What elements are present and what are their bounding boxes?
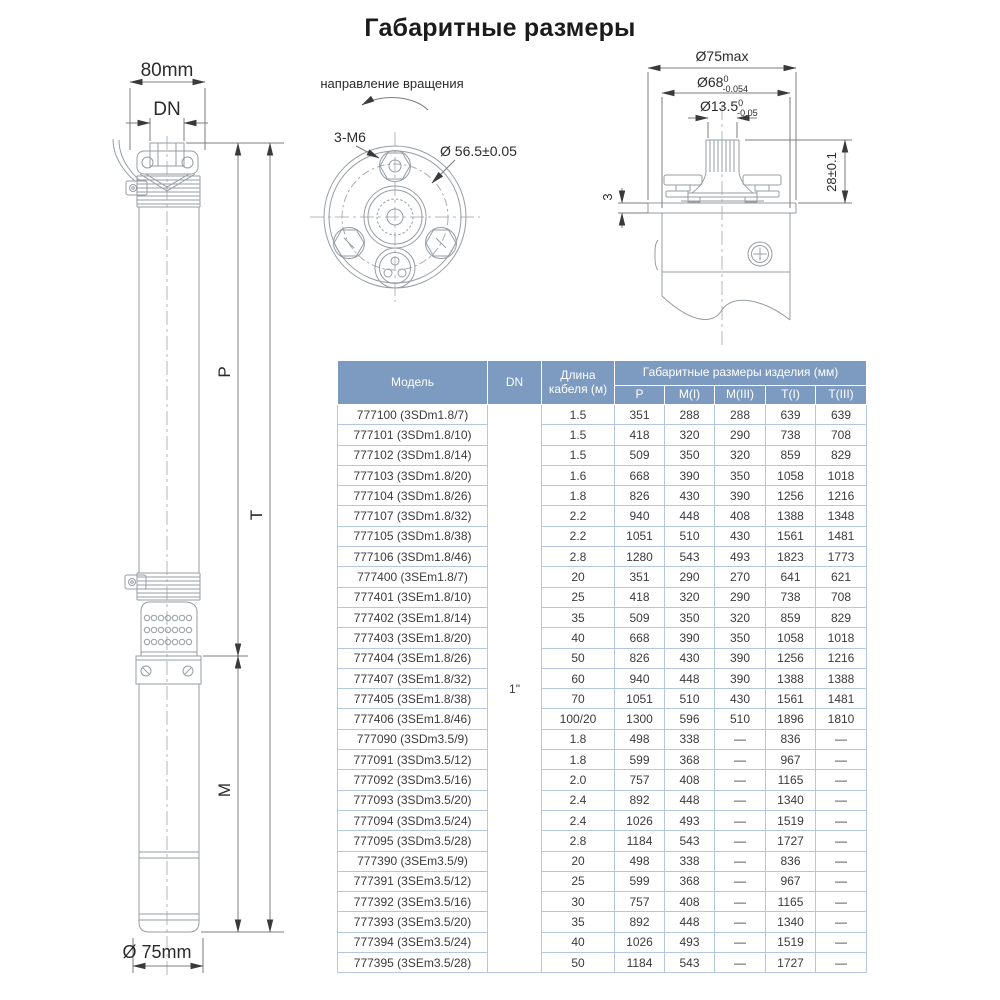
cell-tiii: 1216 <box>816 648 867 668</box>
cell-tiii: — <box>816 810 867 830</box>
cell-ti: 641 <box>766 567 816 587</box>
table-row <box>338 628 867 648</box>
dim-135-tolerance: Ø13.5$^0$ -0.05 <box>700 98 758 118</box>
cell-cable-length: 2.2 <box>542 506 615 526</box>
cell-cable-length: 2.0 <box>542 770 615 790</box>
cell-model: 777394 (3SEm3.5/24) <box>338 932 488 952</box>
bolt-left <box>334 228 365 259</box>
cell-miii: 390 <box>715 648 766 668</box>
cell-model: 777090 (3SDm3.5/9) <box>338 729 488 749</box>
cell-cable-length: 2.8 <box>542 831 615 851</box>
cell-model: 777390 (3SEm3.5/9) <box>338 851 488 871</box>
cell-cable-length: 20 <box>542 851 615 871</box>
cell-mi: 493 <box>665 810 715 830</box>
cell-tiii: — <box>816 790 867 810</box>
cell-tiii: — <box>816 871 867 891</box>
cell-mi: 320 <box>665 425 715 445</box>
rotation-arrow <box>362 98 428 110</box>
dim-bottom-diameter: Ø 75mm <box>122 942 192 962</box>
cell-miii: — <box>715 750 766 770</box>
cell-tiii: — <box>816 750 867 770</box>
col-header-miii: M(III) <box>715 386 766 405</box>
cell-tiii: 1773 <box>816 547 867 567</box>
dimensions-table <box>337 360 867 973</box>
col-header-dn: DN <box>488 361 542 405</box>
cell-mi: 408 <box>665 892 715 912</box>
cell-model: 777105 (3SDm1.8/38) <box>338 526 488 546</box>
cell-cable-length: 40 <box>542 628 615 648</box>
table-row <box>338 689 867 709</box>
table-row <box>338 405 867 425</box>
intake-perforations <box>144 615 191 644</box>
cell-p: 1051 <box>615 689 665 709</box>
cell-p: 498 <box>615 729 665 749</box>
cell-model: 777407 (3SEm1.8/32) <box>338 668 488 688</box>
cell-cable-length: 70 <box>542 689 615 709</box>
cell-model: 777392 (3SEm3.5/16) <box>338 892 488 912</box>
cell-tiii: 621 <box>816 567 867 587</box>
cell-mi: 390 <box>665 628 715 648</box>
cell-p: 940 <box>615 668 665 688</box>
cell-model: 777401 (3SEm1.8/10) <box>338 587 488 607</box>
cell-p: 826 <box>615 648 665 668</box>
cell-miii: 290 <box>715 587 766 607</box>
cell-model: 777395 (3SEm3.5/28) <box>338 953 488 973</box>
cell-tiii: 639 <box>816 405 867 425</box>
cell-model: 777094 (3SDm3.5/24) <box>338 810 488 830</box>
cell-ti: 1561 <box>766 526 816 546</box>
table-row <box>338 729 867 749</box>
cell-p: 509 <box>615 607 665 627</box>
cell-mi: 448 <box>665 506 715 526</box>
table-row <box>338 465 867 485</box>
cell-tiii: — <box>816 892 867 912</box>
cell-mi: 350 <box>665 607 715 627</box>
cell-cable-length: 50 <box>542 648 615 668</box>
cell-ti: 1519 <box>766 810 816 830</box>
cell-miii: 350 <box>715 465 766 485</box>
cell-cable-length: 25 <box>542 587 615 607</box>
cell-model: 777402 (3SEm1.8/14) <box>338 607 488 627</box>
cell-ti: 1896 <box>766 709 816 729</box>
bolts-3m6-label: 3-M6 <box>334 129 366 145</box>
cell-tiii: — <box>816 932 867 952</box>
table-row <box>338 932 867 952</box>
dim-width-80mm: 80mm <box>140 60 194 81</box>
cell-p: 826 <box>615 486 665 506</box>
cell-ti: 1256 <box>766 486 816 506</box>
cell-mi: 338 <box>665 729 715 749</box>
pump-shaft-view-drawing <box>600 48 852 348</box>
cell-cable-length: 35 <box>542 607 615 627</box>
cell-mi: 596 <box>665 709 715 729</box>
table-row <box>338 851 867 871</box>
cell-mi: 350 <box>665 445 715 465</box>
cell-ti: 1165 <box>766 770 816 790</box>
cell-p: 1184 <box>615 831 665 851</box>
cell-p: 892 <box>615 790 665 810</box>
cell-tiii: 829 <box>816 445 867 465</box>
cell-cable-length: 40 <box>542 932 615 952</box>
cell-ti: 967 <box>766 750 816 770</box>
cell-model: 777092 (3SDm3.5/16) <box>338 770 488 790</box>
table-body <box>338 405 867 973</box>
cell-cable-length: 30 <box>542 892 615 912</box>
cell-tiii: — <box>816 831 867 851</box>
cell-ti: 1823 <box>766 547 816 567</box>
cell-ti: 967 <box>766 871 816 891</box>
cell-miii: — <box>715 770 766 790</box>
cell-tiii: 829 <box>816 607 867 627</box>
cell-mi: 510 <box>665 526 715 546</box>
cell-ti: 859 <box>766 607 816 627</box>
cell-model: 777102 (3SDm1.8/14) <box>338 445 488 465</box>
cell-mi: 430 <box>665 648 715 668</box>
col-header-ti: T(I) <box>766 386 816 405</box>
terminal-bolt-left <box>664 175 702 202</box>
cell-cable-length: 50 <box>542 953 615 973</box>
cell-p: 1026 <box>615 810 665 830</box>
cell-miii: — <box>715 912 766 932</box>
cell-tiii: 708 <box>816 587 867 607</box>
cell-mi: 320 <box>665 587 715 607</box>
cell-tiii: — <box>816 912 867 932</box>
cell-ti: 1165 <box>766 892 816 912</box>
cell-ti: 1561 <box>766 689 816 709</box>
dim-75max: Ø75max <box>695 48 749 64</box>
col-header-model: Модель <box>338 361 488 405</box>
cell-mi: 368 <box>665 871 715 891</box>
cell-tiii: — <box>816 851 867 871</box>
table-row <box>338 445 867 465</box>
cell-cable-length: 1.5 <box>542 405 615 425</box>
cell-model: 777393 (3SEm3.5/20) <box>338 912 488 932</box>
cell-cable-length: 20 <box>542 567 615 587</box>
cell-tiii: 1481 <box>816 689 867 709</box>
rotation-direction-label: направление вращения <box>320 76 464 91</box>
table-row <box>338 526 867 546</box>
col-header-mi: M(I) <box>665 386 715 405</box>
cell-tiii: 1810 <box>816 709 867 729</box>
cell-p: 599 <box>615 750 665 770</box>
table-row <box>338 770 867 790</box>
cell-mi: 448 <box>665 668 715 688</box>
cell-p: 1300 <box>615 709 665 729</box>
cell-miii: — <box>715 851 766 871</box>
cell-tiii: 1481 <box>816 526 867 546</box>
pump-side-view-drawing <box>113 60 284 978</box>
cell-cable-length: 1.5 <box>542 425 615 445</box>
cell-cable-length: 2.4 <box>542 790 615 810</box>
cell-tiii: — <box>816 729 867 749</box>
cell-tiii: 1018 <box>816 465 867 485</box>
dimensions-table-container <box>337 360 867 973</box>
cell-cable-length: 35 <box>542 912 615 932</box>
cell-cable-length: 1.5 <box>542 445 615 465</box>
cell-mi: 338 <box>665 851 715 871</box>
cell-model: 777403 (3SEm1.8/20) <box>338 628 488 648</box>
col-header-p: P <box>615 386 665 405</box>
cell-model: 777091 (3SDm3.5/12) <box>338 750 488 770</box>
cell-miii: 350 <box>715 628 766 648</box>
cell-ti: 836 <box>766 729 816 749</box>
cell-ti: 1727 <box>766 953 816 973</box>
cell-p: 668 <box>615 465 665 485</box>
cell-mi: 543 <box>665 953 715 973</box>
dim-t: T <box>247 509 266 521</box>
cell-cable-length: 60 <box>542 668 615 688</box>
cell-miii: 390 <box>715 668 766 688</box>
cell-mi: 390 <box>665 465 715 485</box>
cell-ti: 1340 <box>766 790 816 810</box>
cell-p: 1280 <box>615 547 665 567</box>
cell-p: 509 <box>615 445 665 465</box>
cell-miii: 510 <box>715 709 766 729</box>
table-row <box>338 648 867 668</box>
cell-model: 777404 (3SEm1.8/26) <box>338 648 488 668</box>
cell-miii: 270 <box>715 567 766 587</box>
cell-p: 418 <box>615 587 665 607</box>
cell-model: 777100 (3SDm1.8/7) <box>338 405 488 425</box>
table-row <box>338 506 867 526</box>
cell-cable-length: 2.8 <box>542 547 615 567</box>
cell-miii: 493 <box>715 547 766 567</box>
col-header-cable-length: Длина кабеля (м) <box>542 361 615 405</box>
cell-mi: 448 <box>665 790 715 810</box>
col-header-tiii: T(III) <box>816 386 867 405</box>
cell-model: 777107 (3SDm1.8/32) <box>338 506 488 526</box>
cell-ti: 1727 <box>766 831 816 851</box>
dim-28: 28±0.1 <box>824 152 839 192</box>
cell-mi: 448 <box>665 912 715 932</box>
cell-mi: 288 <box>665 405 715 425</box>
bolt-right <box>426 228 457 259</box>
table-row <box>338 912 867 932</box>
table-row <box>338 953 867 973</box>
table-row <box>338 668 867 688</box>
cell-miii: 288 <box>715 405 766 425</box>
cell-p: 418 <box>615 425 665 445</box>
cell-mi: 368 <box>665 750 715 770</box>
table-row <box>338 831 867 851</box>
cell-miii: — <box>715 892 766 912</box>
cell-miii: 430 <box>715 689 766 709</box>
cell-model: 777406 (3SEm1.8/46) <box>338 709 488 729</box>
cell-cable-length: 1.8 <box>542 486 615 506</box>
dim-dn: DN <box>153 99 181 120</box>
cell-cable-length: 2.4 <box>542 810 615 830</box>
cell-ti: 836 <box>766 851 816 871</box>
cell-p: 1184 <box>615 953 665 973</box>
cell-p: 351 <box>615 567 665 587</box>
cell-p: 940 <box>615 506 665 526</box>
cell-model: 777095 (3SDm3.5/28) <box>338 831 488 851</box>
cell-p: 892 <box>615 912 665 932</box>
cell-ti: 1058 <box>766 628 816 648</box>
cell-p: 498 <box>615 851 665 871</box>
cell-tiii: — <box>816 770 867 790</box>
table-row <box>338 425 867 445</box>
cell-p: 351 <box>615 405 665 425</box>
cell-tiii: — <box>816 953 867 973</box>
cell-ti: 859 <box>766 445 816 465</box>
cell-p: 1051 <box>615 526 665 546</box>
cell-p: 668 <box>615 628 665 648</box>
cell-mi: 493 <box>665 932 715 952</box>
table-row <box>338 750 867 770</box>
cell-miii: — <box>715 932 766 952</box>
cell-ti: 639 <box>766 405 816 425</box>
cell-miii: — <box>715 729 766 749</box>
pump-top-view-drawing <box>310 76 517 302</box>
cell-ti: 1340 <box>766 912 816 932</box>
cell-miii: — <box>715 953 766 973</box>
table-row <box>338 709 867 729</box>
cell-ti: 1388 <box>766 668 816 688</box>
cell-mi: 510 <box>665 689 715 709</box>
cell-miii: 430 <box>715 526 766 546</box>
table-row <box>338 892 867 912</box>
cell-miii: — <box>715 790 766 810</box>
cell-mi: 543 <box>665 831 715 851</box>
cell-tiii: 1348 <box>816 506 867 526</box>
cell-cable-length: 2.2 <box>542 526 615 546</box>
dim-68-tolerance: $Ø68^0$ -0.054 <box>697 74 749 94</box>
table-row <box>338 587 867 607</box>
cell-miii: 290 <box>715 425 766 445</box>
dim-p: P <box>215 366 234 378</box>
cell-cable-length: 100/20 <box>542 709 615 729</box>
cell-ti: 738 <box>766 587 816 607</box>
col-header-dimensions-group: Габаритные размеры изделия (мм) <box>615 361 867 386</box>
cell-tiii: 708 <box>816 425 867 445</box>
cell-miii: — <box>715 871 766 891</box>
cell-ti: 1388 <box>766 506 816 526</box>
cell-cable-length: 1.6 <box>542 465 615 485</box>
dn-merged-cell: 1" <box>488 405 542 973</box>
cell-miii: 320 <box>715 445 766 465</box>
terminal-bolt-right <box>743 175 781 202</box>
cell-ti: 738 <box>766 425 816 445</box>
cell-miii: 408 <box>715 506 766 526</box>
cell-mi: 543 <box>665 547 715 567</box>
cell-mi: 290 <box>665 567 715 587</box>
table-row <box>338 607 867 627</box>
cell-ti: 1058 <box>766 465 816 485</box>
dim-m: M <box>215 782 234 798</box>
cell-p: 599 <box>615 871 665 891</box>
cell-mi: 430 <box>665 486 715 506</box>
dim-3: 3 <box>600 193 615 201</box>
table-row <box>338 810 867 830</box>
cell-cable-length: 1.8 <box>542 750 615 770</box>
table-row <box>338 567 867 587</box>
bolt-circle-diameter-label: Ø 56.5±0.05 <box>440 143 517 159</box>
cell-model: 777400 (3SEm1.8/7) <box>338 567 488 587</box>
cell-ti: 1519 <box>766 932 816 952</box>
table-row <box>338 547 867 567</box>
table-row <box>338 790 867 810</box>
cell-p: 757 <box>615 892 665 912</box>
cell-model: 777106 (3SDm1.8/46) <box>338 547 488 567</box>
cell-model: 777405 (3SEm1.8/38) <box>338 689 488 709</box>
cell-model: 777093 (3SDm3.5/20) <box>338 790 488 810</box>
cell-tiii: 1388 <box>816 668 867 688</box>
cell-tiii: 1216 <box>816 486 867 506</box>
table-row <box>338 871 867 891</box>
table-row <box>338 486 867 506</box>
cell-model: 777104 (3SDm1.8/26) <box>338 486 488 506</box>
cell-p: 1026 <box>615 932 665 952</box>
cell-p: 757 <box>615 770 665 790</box>
cell-mi: 408 <box>665 770 715 790</box>
cell-model: 777391 (3SEm3.5/12) <box>338 871 488 891</box>
cell-model: 777103 (3SDm1.8/20) <box>338 465 488 485</box>
cell-tiii: 1018 <box>816 628 867 648</box>
page-title: Габаритные размеры <box>364 14 636 42</box>
cell-cable-length: 1.8 <box>542 729 615 749</box>
cell-ti: 1256 <box>766 648 816 668</box>
cell-model: 777101 (3SDm1.8/10) <box>338 425 488 445</box>
cell-miii: — <box>715 831 766 851</box>
cell-miii: 390 <box>715 486 766 506</box>
cell-cable-length: 25 <box>542 871 615 891</box>
cell-miii: 320 <box>715 607 766 627</box>
cell-miii: — <box>715 810 766 830</box>
